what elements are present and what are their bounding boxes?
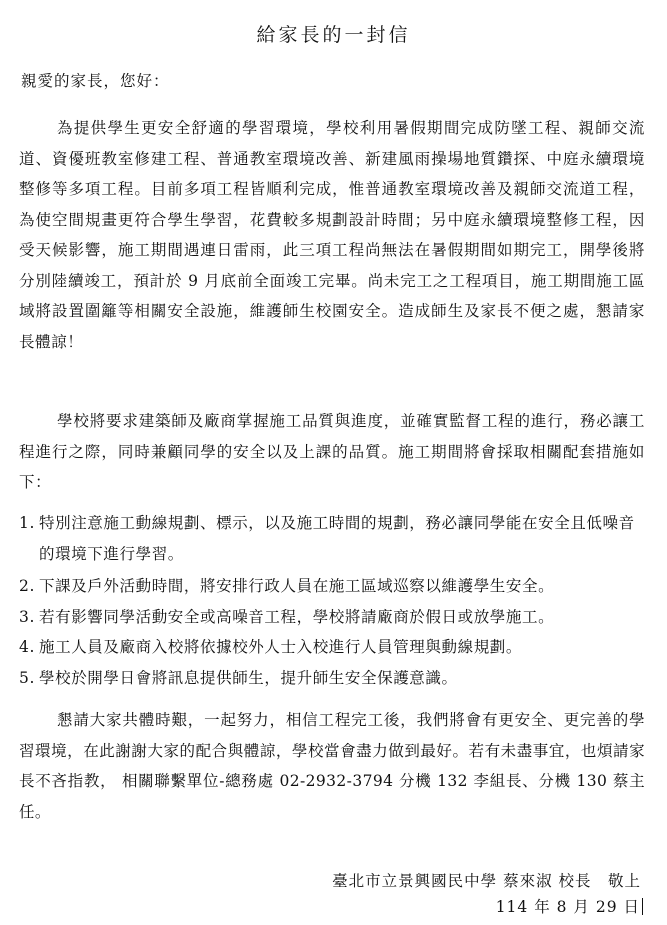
list-item-text: 學校於開學日會將訊息提供師生，提升師生安全保護意識。: [39, 668, 458, 687]
paragraph-quality-control: 學校將要求建築師及廠商掌握施工品質與進度，並確實監督工程的進行，務必讓工程進行之際，同時兼顧同學的安全以及上課的品質。施工期間將會採取相關配套措施如下：: [19, 412, 645, 491]
signature: 臺北市立景興國民中學 蔡來淑 校長 敬上: [332, 872, 641, 890]
paragraph-construction-status: 為提供學生更安全舒適的學習環境，學校利用暑假期間完成防墜工程、親師交流道、資優班教室修建工程、普通教室環境改善、新建風雨操場地質鑽探、中庭永續環境整修等多項工程。目前多項工程皆順利完成，惟普通教室環境改善及親師交流道工程，為使空間規畫更符合學生學習，花費較多規劃設計時間；另中庭永續環境整修工程，因受天候影響，施工期間遇連日雷雨，此三項工程尚無法在暑假期間如期完工，開學後將分別陸續竣工，預計於 9 月底前全面竣工完畢。尚未完工之工程項目，施工期間施工區域將設置圍籬等相關安全設施，維護師生校園安全。造成師生及家長不便之處，懇請家長體諒！: [19, 119, 645, 351]
list-item-number: 5.: [19, 668, 35, 687]
list-item-number: 3.: [19, 607, 35, 626]
date-line: [496, 895, 643, 917]
list-item: [19, 602, 649, 633]
salutation: 親愛的家長，您好：: [21, 72, 170, 90]
list-item: [19, 632, 649, 663]
letter-date: 114 年 8 月 29 日: [495, 898, 640, 916]
list-item: [19, 508, 649, 569]
list-item: [19, 571, 649, 602]
letter-title: 給家長的一封信: [256, 24, 411, 46]
list-item-number: 2.: [19, 577, 35, 595]
list-item-text: 下課及戶外活動時間，將安排行政人員在施工區域巡察以維護學生安全。: [39, 577, 555, 595]
list-item-text: 施工人員及廠商入校將依據校外人士入校進行人員管理與動線規劃。: [39, 638, 523, 656]
list-item-number: 1.: [19, 514, 35, 532]
text-cursor: [642, 898, 643, 915]
measures-list: [19, 508, 649, 693]
list-item-text: 若有影響同學活動安全或高噪音工程，學校將請廠商於假日或放學施工。: [39, 607, 555, 626]
list-item-number: 4.: [19, 638, 35, 656]
paragraph-closing: 懇請大家共體時艱，一起努力，相信工程完工後，我們將會有更安全、更完善的學習環境，在此謝謝大家的配合與體諒，學校當會盡力做到最好。若有未盡事宜，也煩請家長不吝指教， 相關聯繫單位-總務處 02-2932-3794 分機 132 李組長、分機 130 蔡主任。: [19, 711, 645, 821]
list-item-text: 特別注意施工動線規劃、標示，以及施工時間的規劃，務必讓同學能在安全且低噪音的環境下進行學習。: [39, 514, 635, 563]
list-item: [19, 663, 649, 694]
